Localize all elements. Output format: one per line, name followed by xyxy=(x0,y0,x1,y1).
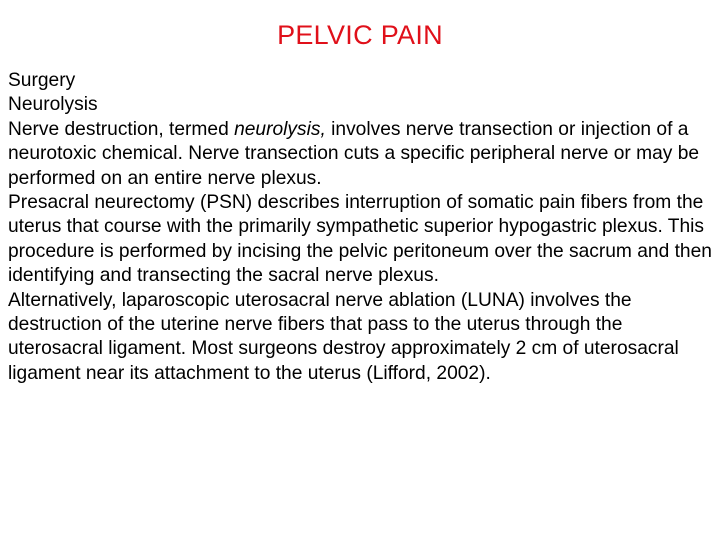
paragraph-presacral-neurectomy: Presacral neurectomy (PSN) describes interruption of somatic pain fibers from the uterus that course with the primarily sympathetic superior hypogastric plexus. This procedure is performed by incising the pelvic peritoneum over the sacrum and then identifying and transecting the sacral nerve plexus. xyxy=(8,192,712,287)
slide-body xyxy=(8,69,712,386)
paragraph-luna: Alternatively, laparoscopic uterosacral nerve ablation (LUNA) involves the destruction of the uterine nerve fibers that pass to the uterus through the uterosacral ligament. Most surgeons destroy approximately 2 cm of uterosacral ligament near its attachment to the uterus (Lifford, 2002). xyxy=(8,289,679,384)
line-neurolysis: Neurolysis xyxy=(8,94,98,116)
slide-title: PELVIC PAIN xyxy=(277,20,443,50)
line-surgery: Surgery xyxy=(8,70,76,91)
neurolysis-term: neurolysis, xyxy=(234,118,326,140)
paragraph-neurolysis xyxy=(8,118,712,191)
neurolysis-text-after: involves nerve transection or injection of a neurotoxic chemical. Nerve transection cuts a specific peripheral nerve or may be performed on an entire nerve plexus. xyxy=(8,118,700,189)
neurolysis-text-before: Nerve destruction, termed xyxy=(8,118,235,140)
